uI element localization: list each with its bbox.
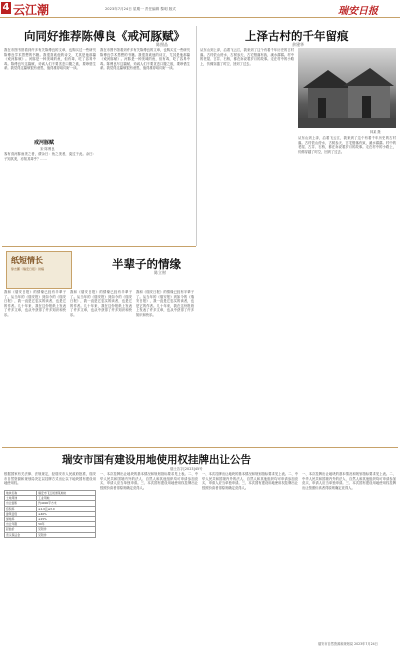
table-cell: 土地用途	[5, 496, 37, 501]
date-line: 2023年7月24日 星期一 责任编辑 黎明 版式	[105, 7, 176, 11]
article1-fu-text: 客有食河豚而美之者，谓余曰：鱼之美者，莫过于此。余曰：子知其美，亦知其毒乎？……	[4, 152, 96, 240]
notice-body-col2: 一、本次挂牌出让地块的基本情况和规划指标要求见上表。二、中华人民共和国境内外的法人、自然人和其他组织均可申请参加竞买，申请人应当单独申请。三、本次国有建设用地使用权挂牌出让按照价高者得原则确定竞得人。	[100, 472, 198, 490]
notice-footer: 瑞安市自然资源和规划局 2023年7月24日	[318, 642, 378, 646]
article3-title: 半辈子的情缘	[112, 257, 181, 271]
article3-body-col1: 我和《瑞安日报》的情缘已经有半辈子了。从当年的《瑞安报》到如今的《瑞安日报》，我一直是它忠实的读者，也是它的作者。几十年来，我在这份报纸上发表了许多文章，也从中获得了许多知识和快乐。	[4, 290, 66, 317]
table-cell: 出让面积	[5, 501, 37, 506]
page-number-badge: 4	[2, 2, 10, 13]
article2-body: 从东山到上泽，沿着飞云江，我来到了这个有着千年历史的古村落。古村依山傍水，古树参天，古宅错落有致，溪水潺潺。村中的老屋、古井、石桥，都在诉说着岁月的故事。走在村中的小路上，仿佛穿越了时空，回到了过去。	[200, 48, 294, 66]
article2-body-col2: 从东山到上泽，沿着飞云江，我来到了这个有着千年历史的古村落。古村依山傍水，古树参天，古宅错落有致，溪水潺潺。村中的老屋、古井、石桥，都在诉说着岁月的故事。走在村中的小路上，仿佛穿越了时空，回到了过去。	[298, 136, 396, 154]
article1-title: 向同好推荐陈傅良《戒河豚赋》	[24, 29, 185, 43]
column-badge-title: 纸短情长	[11, 256, 43, 265]
notice-title: 瑞安市国有建设用地使用权挂牌出让公告	[62, 454, 251, 466]
table-cell: 竞买保证金	[5, 532, 37, 537]
table-cell: 绿地率	[5, 516, 37, 521]
masthead	[0, 0, 400, 18]
table-cell: 见附件	[37, 532, 96, 537]
notice-subtitle: 瑞土告字[2023]45号	[170, 467, 203, 471]
article1-author: 陈照品	[156, 42, 168, 47]
article1-sub-author: 宋·陈傅良	[36, 146, 59, 151]
article3-body-col2: 我和《瑞安日报》的情缘已经有半辈子了。从当年的《瑞安报》到如今的《瑞安日报》，我一直是它忠实的读者，也是它的作者。几十年来，我在这份报纸上发表了许多文章，也从中获得了许多知识和快乐。	[70, 290, 132, 317]
table-cell: 建筑密度	[5, 511, 37, 516]
table-header-cell: 地块名称	[5, 491, 37, 496]
article3-author: 陈立财	[154, 270, 166, 275]
table-cell: ≤15%	[37, 516, 96, 521]
table-header-cell: 瑞安市飞云街道某地块	[37, 491, 96, 496]
article2-author: 余建华	[292, 42, 304, 47]
article3-body-col3: 我和《瑞安日报》的情缘已经有半辈子了。从当年的《瑞安报》到如今的《瑞安日报》，我一直是它忠实的读者，也是它的作者。几十年来，我在这份报纸上发表了许多文章，也从中获得了许多知识和快乐。	[136, 290, 194, 317]
village-photo	[298, 48, 396, 128]
table-row	[5, 532, 96, 537]
table-cell: 工业用地	[37, 496, 96, 501]
notice-top-rule	[2, 447, 398, 448]
table-cell: 见附件	[37, 527, 96, 532]
table-cell: 起始价	[5, 527, 37, 532]
article1-subtitle: 戒河豚赋	[28, 138, 60, 147]
table-cell: 约4000平方米	[37, 501, 96, 506]
table-cell: ≥40%	[37, 511, 96, 516]
article1-body: 我在市图书馆看到许多有关陈傅良的文章，也购买过一些研究陈傅良学术思想的书籍。我很喜欢他的诗文，尤其是他那篇《戒河豚赋》。河豚是一种美味的鱼，但有毒，吃了容易中毒。陈傅良写这篇赋，劝诫人们不要贪恋口腹之欲，要珍惜生命。我觉得这篇赋很有意思，值得推荐给同好一读。	[4, 48, 96, 71]
table-cell: 出让年限	[5, 522, 37, 527]
notice-body-col4: 一、本次挂牌出让地块的基本情况和规划指标要求见上表。二、中华人民共和国境内外的法人、自然人和其他组织均可申请参加竞买，申请人应当单独申请。三、本次国有建设用地使用权挂牌出让按照价高者得原则确定竞得人。	[302, 472, 396, 490]
table-cell: 容积率	[5, 506, 37, 511]
newspaper-logo: 瑞安日报	[338, 6, 378, 17]
column-divider	[196, 26, 197, 246]
section-divider	[2, 246, 196, 247]
article1-body-col2: 我在市图书馆看到许多有关陈傅良的文章，也购买过一些研究陈傅良学术思想的书籍。我很喜欢他的诗文，尤其是他那篇《戒河豚赋》。河豚是一种美味的鱼，但有毒，吃了容易中毒。陈傅良写这篇赋，劝诫人们不要贪恋口腹之欲，要珍惜生命。我觉得这篇赋很有意思，值得推荐给同好一读。	[100, 48, 190, 71]
article2-title: 上泽古村的千年留痕	[245, 29, 349, 43]
column-badge	[6, 251, 72, 289]
notice-body-col3: 一、本次挂牌出让地块的基本情况和规划指标要求见上表。二、中华人民共和国境内外的法人、自然人和其他组织均可申请参加竞买，申请人应当单独申请。三、本次国有建设用地使用权挂牌出让按照价高者得原则确定竞得人。	[202, 472, 298, 490]
column-badge-subtitle: 徐志鹏《瑞安日报》供稿	[11, 267, 45, 271]
old-house-image	[298, 48, 396, 128]
section-name: 云江潮	[13, 3, 50, 17]
table-cell: 50年	[37, 522, 96, 527]
photo-caption: 林某 摄	[370, 130, 381, 134]
notice-table	[4, 490, 96, 538]
table-cell: ≥1.0且≤3.0	[37, 506, 96, 511]
notice-intro: 根据国家有关法律、法规规定，经瑞安市人民政府批准，瑞安市自然资源和规划局决定以挂牌方式出让以下地块国有建设用地使用权。	[4, 472, 96, 486]
